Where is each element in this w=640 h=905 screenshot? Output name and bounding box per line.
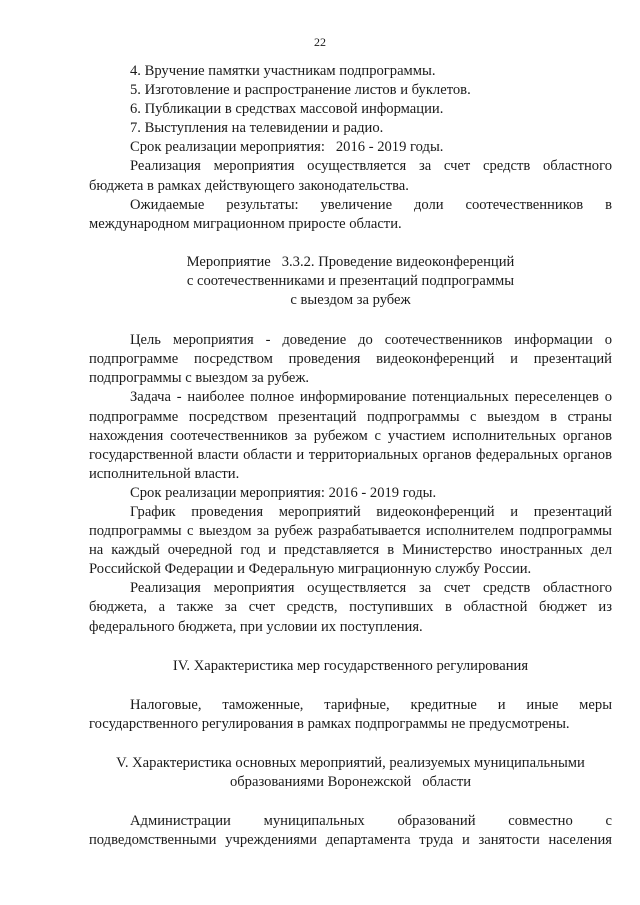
section-5-heading-line: образованиями Воронежской области <box>229 774 472 790</box>
list-item: 5. Изготовление и распространение листов и буклетов. <box>130 82 471 99</box>
goal-paragraph: Цель мероприятия - доведение до соотечественников информации о подпрограмме посредством проведения видеоконференций и презентаций подпрограммы с выездом за рубеж. <box>89 332 612 387</box>
section-4-paragraph: Налоговые, таможенные, тарифные, кредитные и иные меры государственного регулирования в рамках подпрограммы не предусмотрены. <box>89 696 612 732</box>
funding-paragraph: Реализация мероприятия осуществляется за счет средств областного бюджета в рамках действующего законодательства. <box>89 158 612 194</box>
term-paragraph: Срок реализации мероприятия: 2016 - 2019 годы. <box>130 484 437 501</box>
section-4-heading: IV. Характеристика мер государственного регулирования <box>172 657 529 674</box>
section-5-heading <box>89 754 612 792</box>
measure-heading <box>89 253 612 310</box>
list-item: 4. Вручение памятки участникам подпрограммы. <box>130 63 436 79</box>
measure-heading-line: Мероприятие 3.3.2. Проведение видеоконференций <box>186 253 515 270</box>
list-item: 6. Публикации в средствах массовой информации. <box>130 101 444 118</box>
section-5-heading-line: V. Характеристика основных мероприятий, реализуемых муниципальными <box>116 754 585 771</box>
document-body <box>89 62 612 850</box>
measure-heading-line: с выездом за рубеж <box>290 292 411 309</box>
list-item: 7. Выступления на телевидении и радио. <box>130 120 384 137</box>
funding-paragraph: Реализация мероприятия осуществляется за счет средств областного бюджета, а также за счет средств, поступивших в областной бюджет из федерального бюджета, при условии их поступления. <box>89 580 612 635</box>
results-paragraph: Ожидаемые результаты: увеличение доли соотечественников в международном миграционном приросте области. <box>89 196 612 232</box>
term-paragraph: Срок реализации мероприятия: 2016 - 2019 годы. <box>130 139 444 156</box>
task-paragraph: Задача - наиболее полное информирование потенциальных переселенцев о подпрограмме посредством презентаций подпрограммы с выездом в страны нахождения соотечественников за рубежом с участием исполнительных органов государственной власти области и территориальных органов федеральных органов исполнительной власти. <box>89 389 612 482</box>
schedule-paragraph: График проведения мероприятий видеоконференций и презентаций подпрограммы с выездом за рубеж разрабатывается исполнителем подпрограммы на каждый очередной год и представляется в Министерство иностранных дел Российской Федерации и Федеральную миграционную службу России. <box>89 503 612 578</box>
page-number: 22 <box>314 35 326 49</box>
section-5-paragraph: Администрации муниципальных образований совместно с подведомственными учреждениями департамента труда и занятости населения <box>89 813 612 849</box>
measure-heading-line: с соотечественниками и презентаций подпрограммы <box>186 272 515 289</box>
